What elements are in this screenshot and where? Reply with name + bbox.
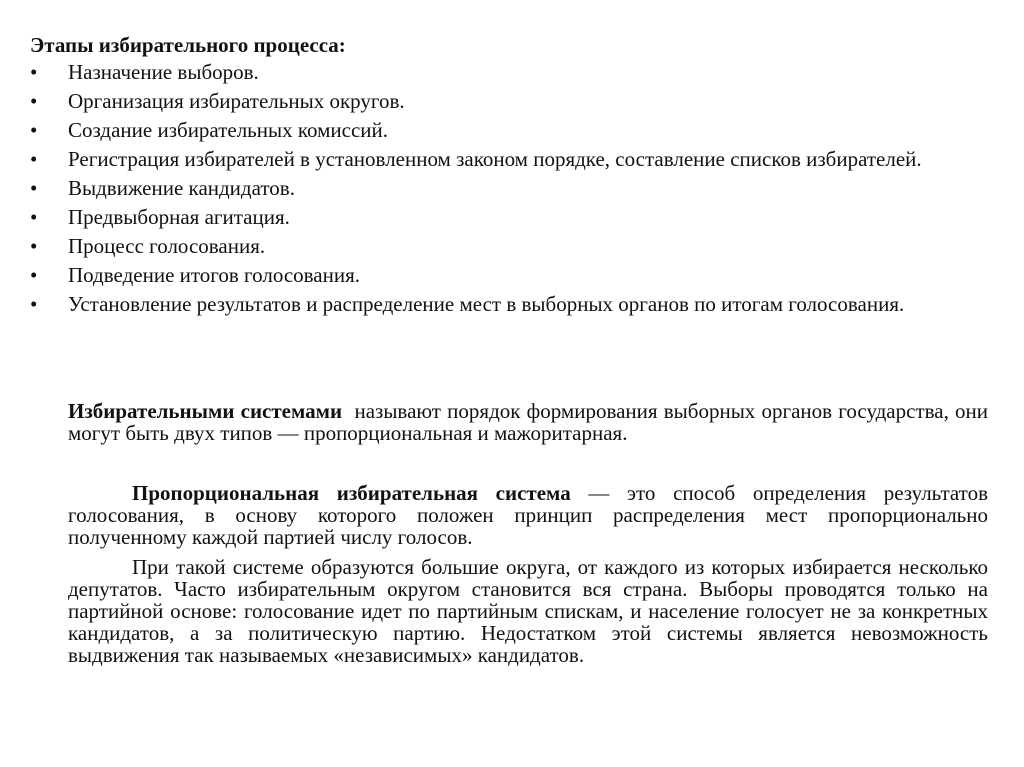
systems-paragraph <box>68 399 994 445</box>
list-item <box>30 119 988 141</box>
stages-list <box>30 61 988 322</box>
list-item <box>30 264 988 286</box>
stage-text: Процесс голосования. <box>68 234 266 258</box>
bullet-icon: • <box>30 118 38 142</box>
stage-text: Предвыборная агитация. <box>68 205 290 229</box>
list-item <box>30 177 988 199</box>
stage-text: Подведение итогов голосования. <box>68 263 361 287</box>
list-item <box>30 61 988 83</box>
stage-text: Регистрация избирателей в установленном законом порядке, составление списков избирателей. <box>68 147 922 171</box>
stage-text: Создание избирательных комиссий. <box>68 118 388 142</box>
stages-heading: Этапы избирательного процесса: <box>30 33 346 57</box>
bullet-icon: • <box>30 60 38 84</box>
stage-text: Организация избирательных округов. <box>68 89 405 113</box>
bullet-icon: • <box>30 205 38 229</box>
systems-definition: называют порядок формирования выборных органов государства, они могут быть двух типов — пропорциональная и мажоритарная. <box>68 399 994 445</box>
list-item <box>30 148 988 170</box>
stage-text: Выдвижение кандидатов. <box>68 176 295 200</box>
proportional-paragraph <box>68 482 988 548</box>
bullet-icon: • <box>30 89 38 113</box>
list-item <box>30 293 988 315</box>
bullet-icon: • <box>30 234 38 258</box>
systems-term: Избирательными системами <box>68 399 343 423</box>
bullet-icon: • <box>30 263 38 287</box>
details-paragraph: При такой системе образуются большие округа, от каждого из которых избирается несколько депутатов. Часто избирательным округом становится вся страна. Выборы проводятся только на партийной основе: голосование идет по партийным спискам, и население голосует не за конкретных кандидатов, а за политическую партию. Недостатком этой системы является невозможность выдвижения так называемых «независимых» кандидатов. <box>68 555 988 667</box>
bullet-icon: • <box>30 147 38 171</box>
list-item <box>30 90 988 112</box>
proportional-term: Пропорциональная избирательная система <box>132 481 571 505</box>
stage-text: Установление результатов и распределение мест в выборных органов по итогам голосования. <box>68 292 905 316</box>
proportional-definition: — это способ определения результатов голосования, в основу которого положен принцип распределения мест пропорционально полученному каждой партией числу голосов. <box>68 481 988 549</box>
list-item <box>30 206 988 228</box>
list-item <box>30 235 988 257</box>
stage-text: Назначение выборов. <box>68 60 259 84</box>
bullet-icon: • <box>30 176 38 200</box>
bullet-icon: • <box>30 292 38 316</box>
